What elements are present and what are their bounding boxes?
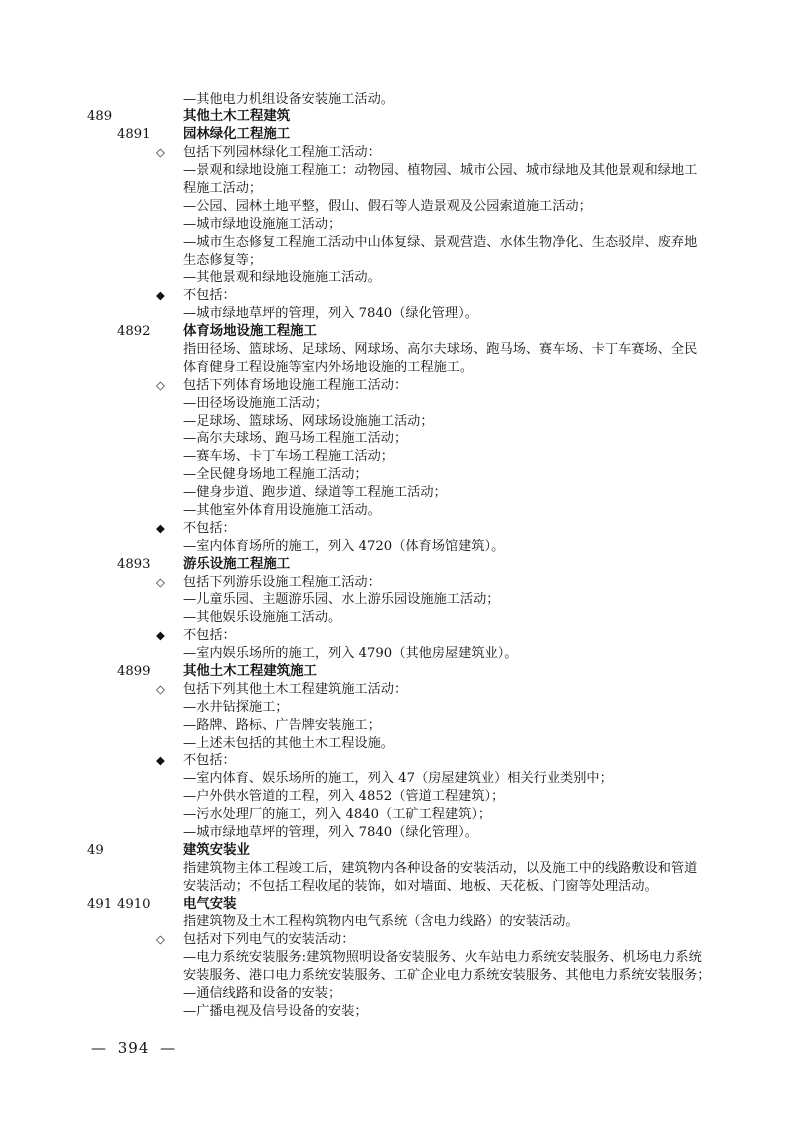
doc-line [0, 931, 793, 949]
line-text: —通信线路和设备的安装； [183, 986, 342, 1002]
doc-line [0, 520, 793, 538]
doc-line [0, 305, 793, 323]
include-diamond-icon: ◇ [156, 574, 165, 589]
include-diamond-icon: ◇ [156, 681, 165, 696]
line-text: —室内体育、娱乐场所的施工，列入 47（房屋建筑业）相关行业类别中； [183, 771, 613, 787]
doc-line [0, 323, 793, 341]
line-text: —田径场设施施工活动； [183, 395, 329, 411]
doc-line [0, 126, 793, 144]
line-text: 不包括： [183, 288, 236, 304]
doc-line [0, 913, 793, 931]
doc-line [0, 430, 793, 448]
section-heading: 其他土木工程建筑 [183, 109, 291, 125]
category-code: 49 [87, 842, 104, 858]
line-text: 不包括： [183, 753, 236, 769]
page-number: — 394 — [91, 1039, 177, 1057]
line-text: —健身步道、跑步道、绿道等工程施工活动； [183, 485, 447, 501]
line-text: —城市绿地草坪的管理，列入 7840（绿化管理）。 [183, 306, 478, 322]
line-text: —户外供水管道的工程，列入 4852（管道工程建筑）； [183, 789, 505, 805]
exclude-diamond-icon: ◆ [156, 628, 165, 643]
doc-line [0, 770, 793, 788]
line-text: —水井钻探施工； [183, 699, 289, 715]
doc-line [0, 717, 793, 735]
section-heading: 园林绿化工程施工 [183, 127, 291, 143]
doc-line [0, 878, 793, 896]
line-text: —公园、园林土地平整，假山、假石等人造景观及公园索道施工活动； [183, 198, 592, 214]
line-text: —其他景观和绿地设施施工活动。 [183, 270, 381, 286]
line-text: 包括下列体育场地设施工程施工活动： [183, 377, 408, 393]
class-code: 4893 [117, 556, 151, 572]
class-code: 4892 [117, 324, 151, 340]
doc-line [0, 287, 793, 305]
line-text: —城市绿地设施施工活动； [183, 216, 342, 232]
doc-line [0, 359, 793, 377]
doc-line [0, 448, 793, 466]
doc-line [0, 502, 793, 520]
doc-line [0, 538, 793, 556]
line-text: 生态修复等； [183, 252, 263, 268]
line-text: 指建筑物及土木工程构筑物内电气系统（含电力线路）的安装活动。 [183, 914, 579, 930]
section-heading: 电气安装 [183, 896, 237, 912]
line-text: —电力系统安装服务:建筑物照明设备安装服务、火车站电力系统安装服务、机场电力系统 [183, 950, 702, 966]
section-heading: 体育场地设施工程施工 [183, 324, 317, 340]
line-text: —室内娱乐场所的施工，列入 4790（其他房屋建筑业）。 [183, 646, 518, 662]
doc-line [0, 252, 793, 270]
doc-line [0, 752, 793, 770]
line-text: —上述未包括的其他土木工程设施。 [183, 735, 394, 751]
doc-line [0, 609, 793, 627]
line-text: —路牌、路标、广告牌安装施工； [183, 717, 381, 733]
line-text: —赛车场、卡丁车场工程施工活动； [183, 449, 394, 465]
class-code: 4891 [117, 127, 151, 143]
doc-line [0, 269, 793, 287]
exclude-diamond-icon: ◆ [156, 288, 165, 303]
doc-line [0, 663, 793, 681]
doc-line [0, 377, 793, 395]
line-text: 包括下列其他土木工程建筑施工活动： [183, 681, 408, 697]
doc-line [0, 234, 793, 252]
line-text: —景观和绿地设施工程施工：动物园、植物园、城市公园、城市绿地及其他景观和绿地工 [183, 163, 698, 179]
category-code: 491 [87, 896, 113, 912]
doc-line [0, 681, 793, 699]
line-text: —其他电力机组设备安装施工活动。 [183, 91, 394, 107]
include-diamond-icon: ◇ [156, 377, 165, 392]
line-text: —儿童乐园、主题游乐园、水上游乐园设施施工活动； [183, 592, 500, 608]
document-content [0, 91, 793, 1021]
doc-line [0, 395, 793, 413]
doc-line [0, 108, 793, 126]
line-text: 安装服务、港口电力系统安装服务、工矿企业电力系统安装服务、其他电力系统安装服务； [183, 968, 711, 984]
doc-line [0, 949, 793, 967]
doc-line [0, 591, 793, 609]
line-text: —高尔夫球场、跑马场工程施工活动； [183, 431, 408, 447]
section-heading: 游乐设施工程施工 [183, 556, 291, 572]
line-text: —足球场、篮球场、网球场设施施工活动； [183, 413, 434, 429]
doc-line [0, 341, 793, 359]
line-text: 不包括： [183, 520, 236, 536]
doc-line [0, 627, 793, 645]
category-code: 489 [87, 109, 113, 125]
doc-line [0, 735, 793, 753]
line-text: 安装活动；不包括工程收尾的装饰，如对墙面、地板、天花板、门窗等处理活动。 [183, 878, 658, 894]
doc-line [0, 967, 793, 985]
doc-line [0, 466, 793, 484]
doc-line [0, 985, 793, 1003]
line-text: 不包括： [183, 628, 236, 644]
doc-line [0, 842, 793, 860]
line-text: 体育健身工程设施等室内外场地设施的工程施工。 [183, 359, 474, 375]
include-diamond-icon: ◇ [156, 145, 165, 160]
line-text: 包括下列游乐设施工程施工活动： [183, 574, 381, 590]
doc-line [0, 574, 793, 592]
doc-line [0, 1003, 793, 1021]
doc-line [0, 645, 793, 663]
doc-line [0, 162, 793, 180]
section-heading: 其他土木工程建筑施工 [183, 664, 317, 679]
doc-line [0, 556, 793, 574]
line-text: 指田径场、篮球场、足球场、网球场、高尔夫球场、跑马场、赛车场、卡丁车赛场、全民 [183, 341, 698, 357]
line-text: —城市绿地草坪的管理，列入 7840（绿化管理）。 [183, 825, 478, 841]
doc-line [0, 216, 793, 234]
line-text: —其他室外体育用设施施工活动。 [183, 502, 381, 518]
section-heading: 建筑安装业 [183, 842, 250, 858]
doc-line [0, 413, 793, 431]
line-text: 包括对下列电气的安装活动： [183, 932, 355, 948]
doc-line [0, 788, 793, 806]
class-code: 4910 [117, 896, 151, 912]
line-text: 程施工活动； [183, 180, 263, 196]
include-diamond-icon: ◇ [156, 932, 165, 947]
line-text: —广播电视及信号设备的安装； [183, 1003, 368, 1019]
line-text: 指建筑物主体工程竣工后，建筑物内各种设备的安装活动，以及施工中的线路敷设和管道 [183, 860, 698, 876]
doc-line [0, 896, 793, 914]
doc-line [0, 860, 793, 878]
line-text: —城市生态修复工程施工活动中山体复绿、景观营造、水体生物净化、生态驳岸、废弃地 [183, 234, 698, 250]
doc-line [0, 198, 793, 216]
class-code: 4899 [117, 664, 151, 679]
line-text: 包括下列园林绿化工程施工活动： [183, 145, 381, 161]
line-text: —其他娱乐设施施工活动。 [183, 610, 342, 626]
exclude-diamond-icon: ◆ [156, 520, 165, 535]
doc-line [0, 91, 793, 109]
line-text: —污水处理厂的施工，列入 4840（工矿工程建筑）； [183, 807, 492, 823]
doc-line [0, 806, 793, 824]
line-text: —室内体育场所的施工，列入 4720（体育场馆建筑）。 [183, 538, 505, 554]
doc-line [0, 144, 793, 162]
exclude-diamond-icon: ◆ [156, 753, 165, 768]
doc-line [0, 484, 793, 502]
line-text: —全民健身场地工程施工活动； [183, 467, 368, 483]
doc-line [0, 699, 793, 717]
doc-line [0, 824, 793, 842]
doc-line [0, 180, 793, 198]
